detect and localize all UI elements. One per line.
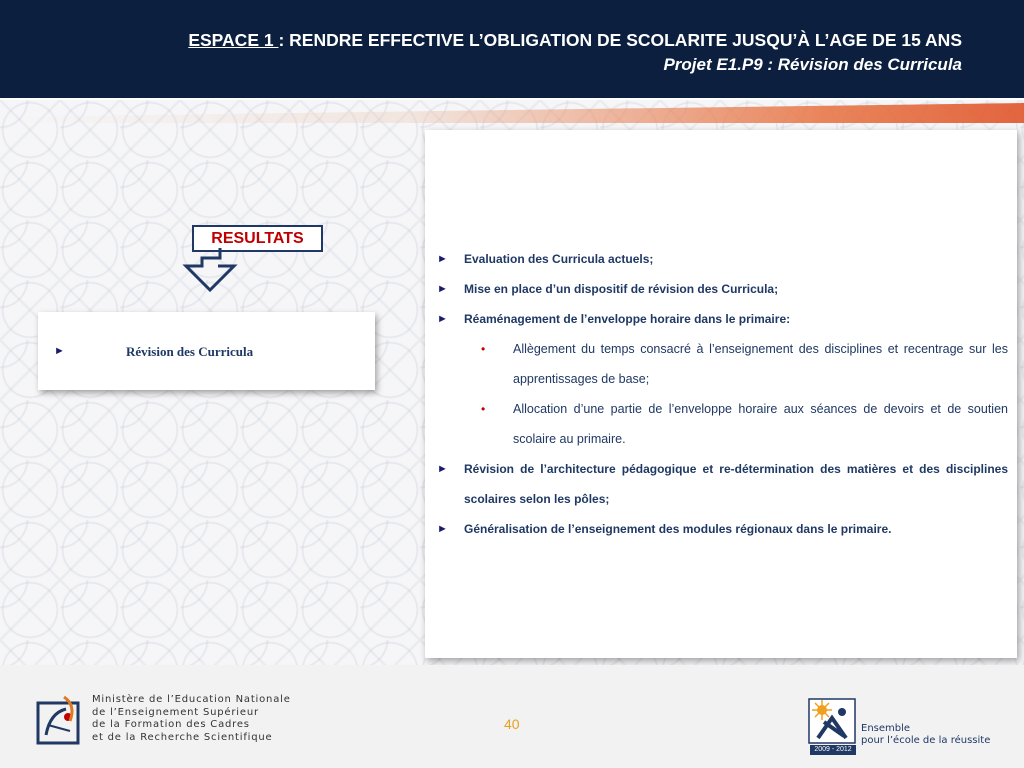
list-item — [437, 274, 1008, 304]
ministry-line: de la Formation des Cadres — [92, 719, 250, 730]
triangle-bullet-icon: ► — [437, 313, 448, 325]
sub-list-item — [437, 334, 1008, 394]
ministry-logo-icon — [36, 695, 86, 745]
title-espace: ESPACE 1 — [188, 30, 279, 50]
triangle-bullet-icon: ► — [54, 345, 65, 357]
bullet-list — [437, 244, 1008, 544]
sub-list-item-text: Allègement du temps consacré à l’enseignement des disciplines et recentrage sur les apprentissages de base; — [513, 342, 1008, 386]
years-badge: 2009 - 2012 — [810, 745, 856, 755]
content-panel — [425, 130, 1017, 658]
triangle-bullet-icon: ► — [437, 523, 448, 535]
logo-line: pour l’école de la réussite — [861, 735, 991, 746]
sub-list-item — [437, 394, 1008, 454]
list-item — [437, 244, 1008, 274]
results-label: RESULTATS — [192, 225, 323, 252]
list-item — [437, 514, 1008, 544]
list-item-text: Mise en place d’un dispositif de révision des Curricula; — [464, 282, 779, 296]
results-item: Révision des Curricula — [126, 344, 254, 359]
ministry-line: de l’Enseignement Supérieur — [92, 706, 259, 718]
triangle-bullet-icon: ► — [437, 253, 448, 265]
ministry-line: et de la Recherche Scientifique — [92, 731, 273, 743]
slide-title — [188, 30, 962, 51]
slide-subtitle: Projet E1.P9 : Révision des Curricula — [663, 55, 962, 74]
page-number: 40 — [504, 716, 520, 732]
dot-bullet-icon: • — [481, 342, 486, 356]
title-rest: : RENDRE EFFECTIVE L’OBLIGATION DE SCOLARITE JUSQU’À L’AGE DE 15 ANS — [278, 30, 962, 50]
dot-bullet-icon: • — [481, 402, 486, 416]
logo-line: Ensemble — [861, 723, 911, 734]
triangle-bullet-icon: ► — [437, 283, 448, 295]
list-item — [437, 454, 1008, 514]
ministry-line: Ministère de l’Education Nationale — [92, 694, 291, 705]
down-arrow-icon — [176, 248, 246, 292]
ecole-reussite-text — [861, 723, 990, 747]
list-item-text: Généralisation de l’enseignement des modules régionaux dans le primaire. — [464, 522, 892, 536]
list-item-text: Révision de l’architecture pédagogique et re-détermination des matières et des disciplines scolaires selon les pôles; — [464, 462, 1008, 506]
results-card — [38, 312, 375, 390]
triangle-bullet-icon: ► — [437, 463, 448, 475]
list-item — [437, 304, 1008, 334]
list-item-text: Réaménagement de l’enveloppe horaire dans le primaire: — [464, 312, 791, 326]
slide-header — [0, 0, 1024, 100]
ministry-name — [92, 694, 291, 744]
slide-footer — [0, 665, 1024, 768]
list-item-text: Evaluation des Curricula actuels; — [464, 252, 654, 266]
sub-list-item-text: Allocation d’une partie de l’enveloppe horaire aux séances de devoirs et de soutien scolaire au primaire. — [513, 402, 1008, 446]
